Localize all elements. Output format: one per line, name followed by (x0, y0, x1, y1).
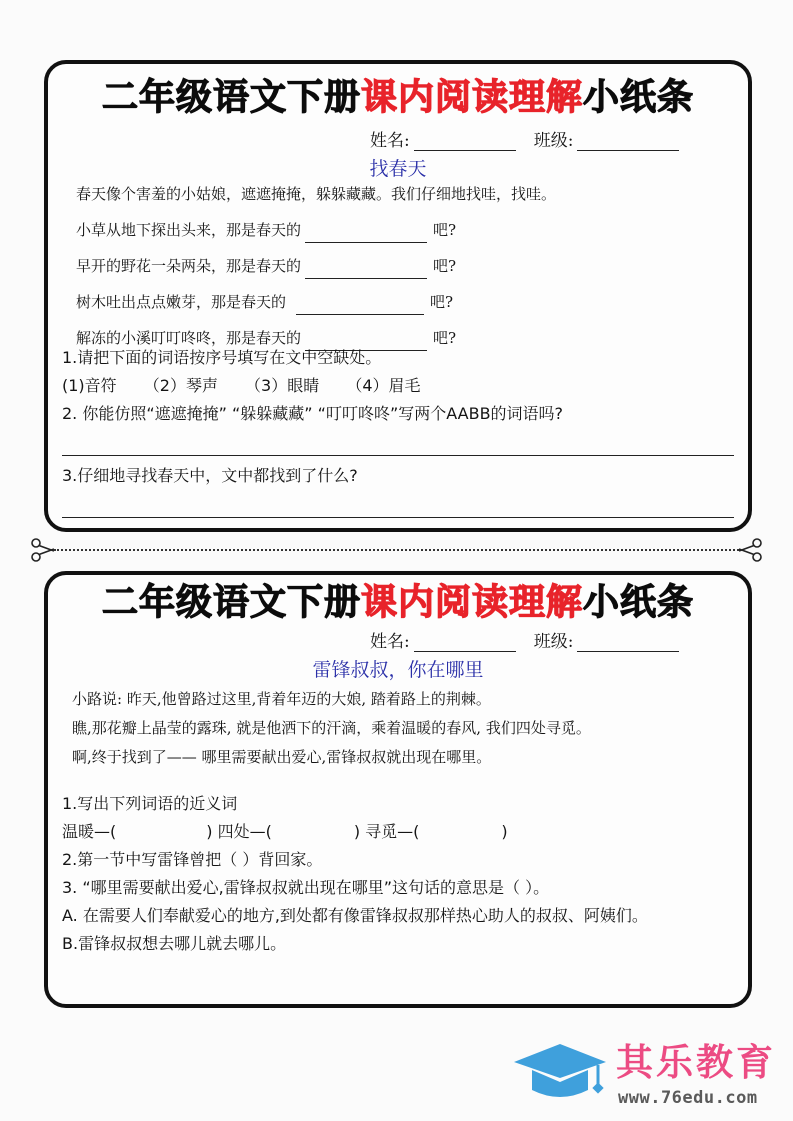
question-2: 2.第一节中写雷锋曾把（ ）背回家。 (62, 850, 323, 869)
question-1: 1.请把下面的词语按序号填写在文中空缺处。 (62, 348, 382, 367)
fill-blank[interactable] (296, 289, 424, 315)
worksheet-card-1 (44, 60, 752, 532)
passage-line: 瞧,那花瓣上晶莹的露珠, 就是他洒下的汗滴，乘着温暖的春风, 我们四处寻觅。 (72, 719, 591, 737)
passage-text (76, 180, 556, 353)
questions-section (62, 790, 734, 958)
title-part-grade: 二年级语文下册 (101, 77, 361, 118)
option-b: B.雷锋叔叔想去哪儿就去哪儿。 (62, 934, 287, 953)
brand-url: www.76edu.com (618, 1088, 758, 1108)
graduation-cap-icon (512, 1040, 608, 1102)
title-part-reading: 课内阅读理解 (360, 77, 583, 118)
option-2: （2）琴声 (143, 376, 218, 395)
class-label: 班级: (533, 131, 574, 151)
line-end: 吧? (430, 293, 454, 311)
passage-title: 雷锋叔叔，你在哪里 (312, 659, 484, 681)
class-field[interactable] (577, 133, 679, 151)
passage-intro: 春天像个害羞的小姑娘，遮遮掩掩，躲躲藏藏。我们仔细地找哇，找哇。 (76, 185, 557, 203)
question-3: 3.仔细地寻找春天中，文中都找到了什么? (62, 466, 358, 485)
option-3: （3）眼睛 (245, 376, 320, 395)
worksheet-title (48, 581, 748, 625)
synonym-item-close: ) (501, 822, 508, 841)
synonym-item-everywhere: ) 四处—( (206, 822, 272, 841)
cut-line (30, 538, 763, 562)
line-text: 树木吐出点点嫩芽，那是春天的 (76, 293, 287, 311)
passage-line: 啊,终于找到了—— 哪里需要献出爱心,雷锋叔叔就出现在哪里。 (72, 748, 492, 766)
option-4: （4）眉毛 (346, 376, 421, 395)
passage-title: 找春天 (369, 158, 427, 180)
question-1-options (62, 372, 734, 400)
fill-blank[interactable] (305, 253, 427, 279)
name-class-bar (370, 126, 679, 151)
passage-line: 小路说: 昨天,他曾路过这里,背着年迈的大娘, 踏着路上的荆棘。 (72, 690, 491, 708)
line-end: 吧? (433, 329, 457, 347)
passage-text (72, 685, 591, 772)
scissors-icon (30, 538, 56, 562)
passage-line (76, 281, 556, 317)
question-1-items (62, 818, 734, 846)
question-3: 3. “哪里需要献出爱心,雷锋叔叔就出现在哪里”这句话的意思是（ ）。 (62, 878, 550, 897)
brand-name: 其乐教育 (616, 1041, 776, 1084)
option-a: A. 在需要人们奉献爱心的地方,到处都有像雷锋叔叔那样热心助人的叔叔、阿姨们。 (62, 906, 648, 925)
answer-line-3[interactable] (62, 490, 734, 518)
title-part-grade: 二年级语文下册 (101, 582, 361, 623)
question-2: 2. 你能仿照“遮遮掩掩” “躲躲藏藏” “叮叮咚咚”写两个AABB的词语吗? (62, 404, 564, 423)
brand-logo (512, 1040, 787, 1115)
name-label: 姓名: (370, 131, 410, 151)
line-text: 解冻的小溪叮叮咚咚，那是春天的 (76, 329, 302, 347)
fill-blank[interactable] (305, 217, 427, 243)
name-field[interactable] (414, 133, 516, 151)
passage-line (76, 245, 556, 281)
title-part-reading: 课内阅读理解 (360, 582, 583, 623)
scissors-icon (737, 538, 763, 562)
option-1: (1)音符 (62, 376, 117, 395)
class-field[interactable] (577, 634, 679, 652)
line-end: 吧? (433, 221, 457, 239)
questions-section (62, 344, 734, 524)
worksheet-card-2 (44, 571, 752, 1008)
synonym-item-seek: ) 寻觅—( (353, 822, 420, 841)
passage-line (76, 209, 556, 245)
class-label: 班级: (533, 632, 574, 652)
question-1: 1.写出下列词语的近义词 (62, 794, 238, 813)
line-end: 吧? (433, 257, 457, 275)
name-field[interactable] (414, 634, 516, 652)
answer-line-2[interactable] (62, 428, 734, 456)
name-label: 姓名: (370, 632, 410, 652)
dotted-cut-line (54, 549, 739, 551)
worksheet-title (48, 76, 748, 120)
title-part-note: 小纸条 (583, 582, 695, 623)
synonym-item-warm: 温暖—( (62, 822, 117, 841)
name-class-bar (370, 627, 679, 652)
line-text: 小草从地下探出头来，那是春天的 (76, 221, 302, 239)
line-text: 早开的野花一朵两朵，那是春天的 (76, 257, 302, 275)
title-part-note: 小纸条 (583, 77, 695, 118)
